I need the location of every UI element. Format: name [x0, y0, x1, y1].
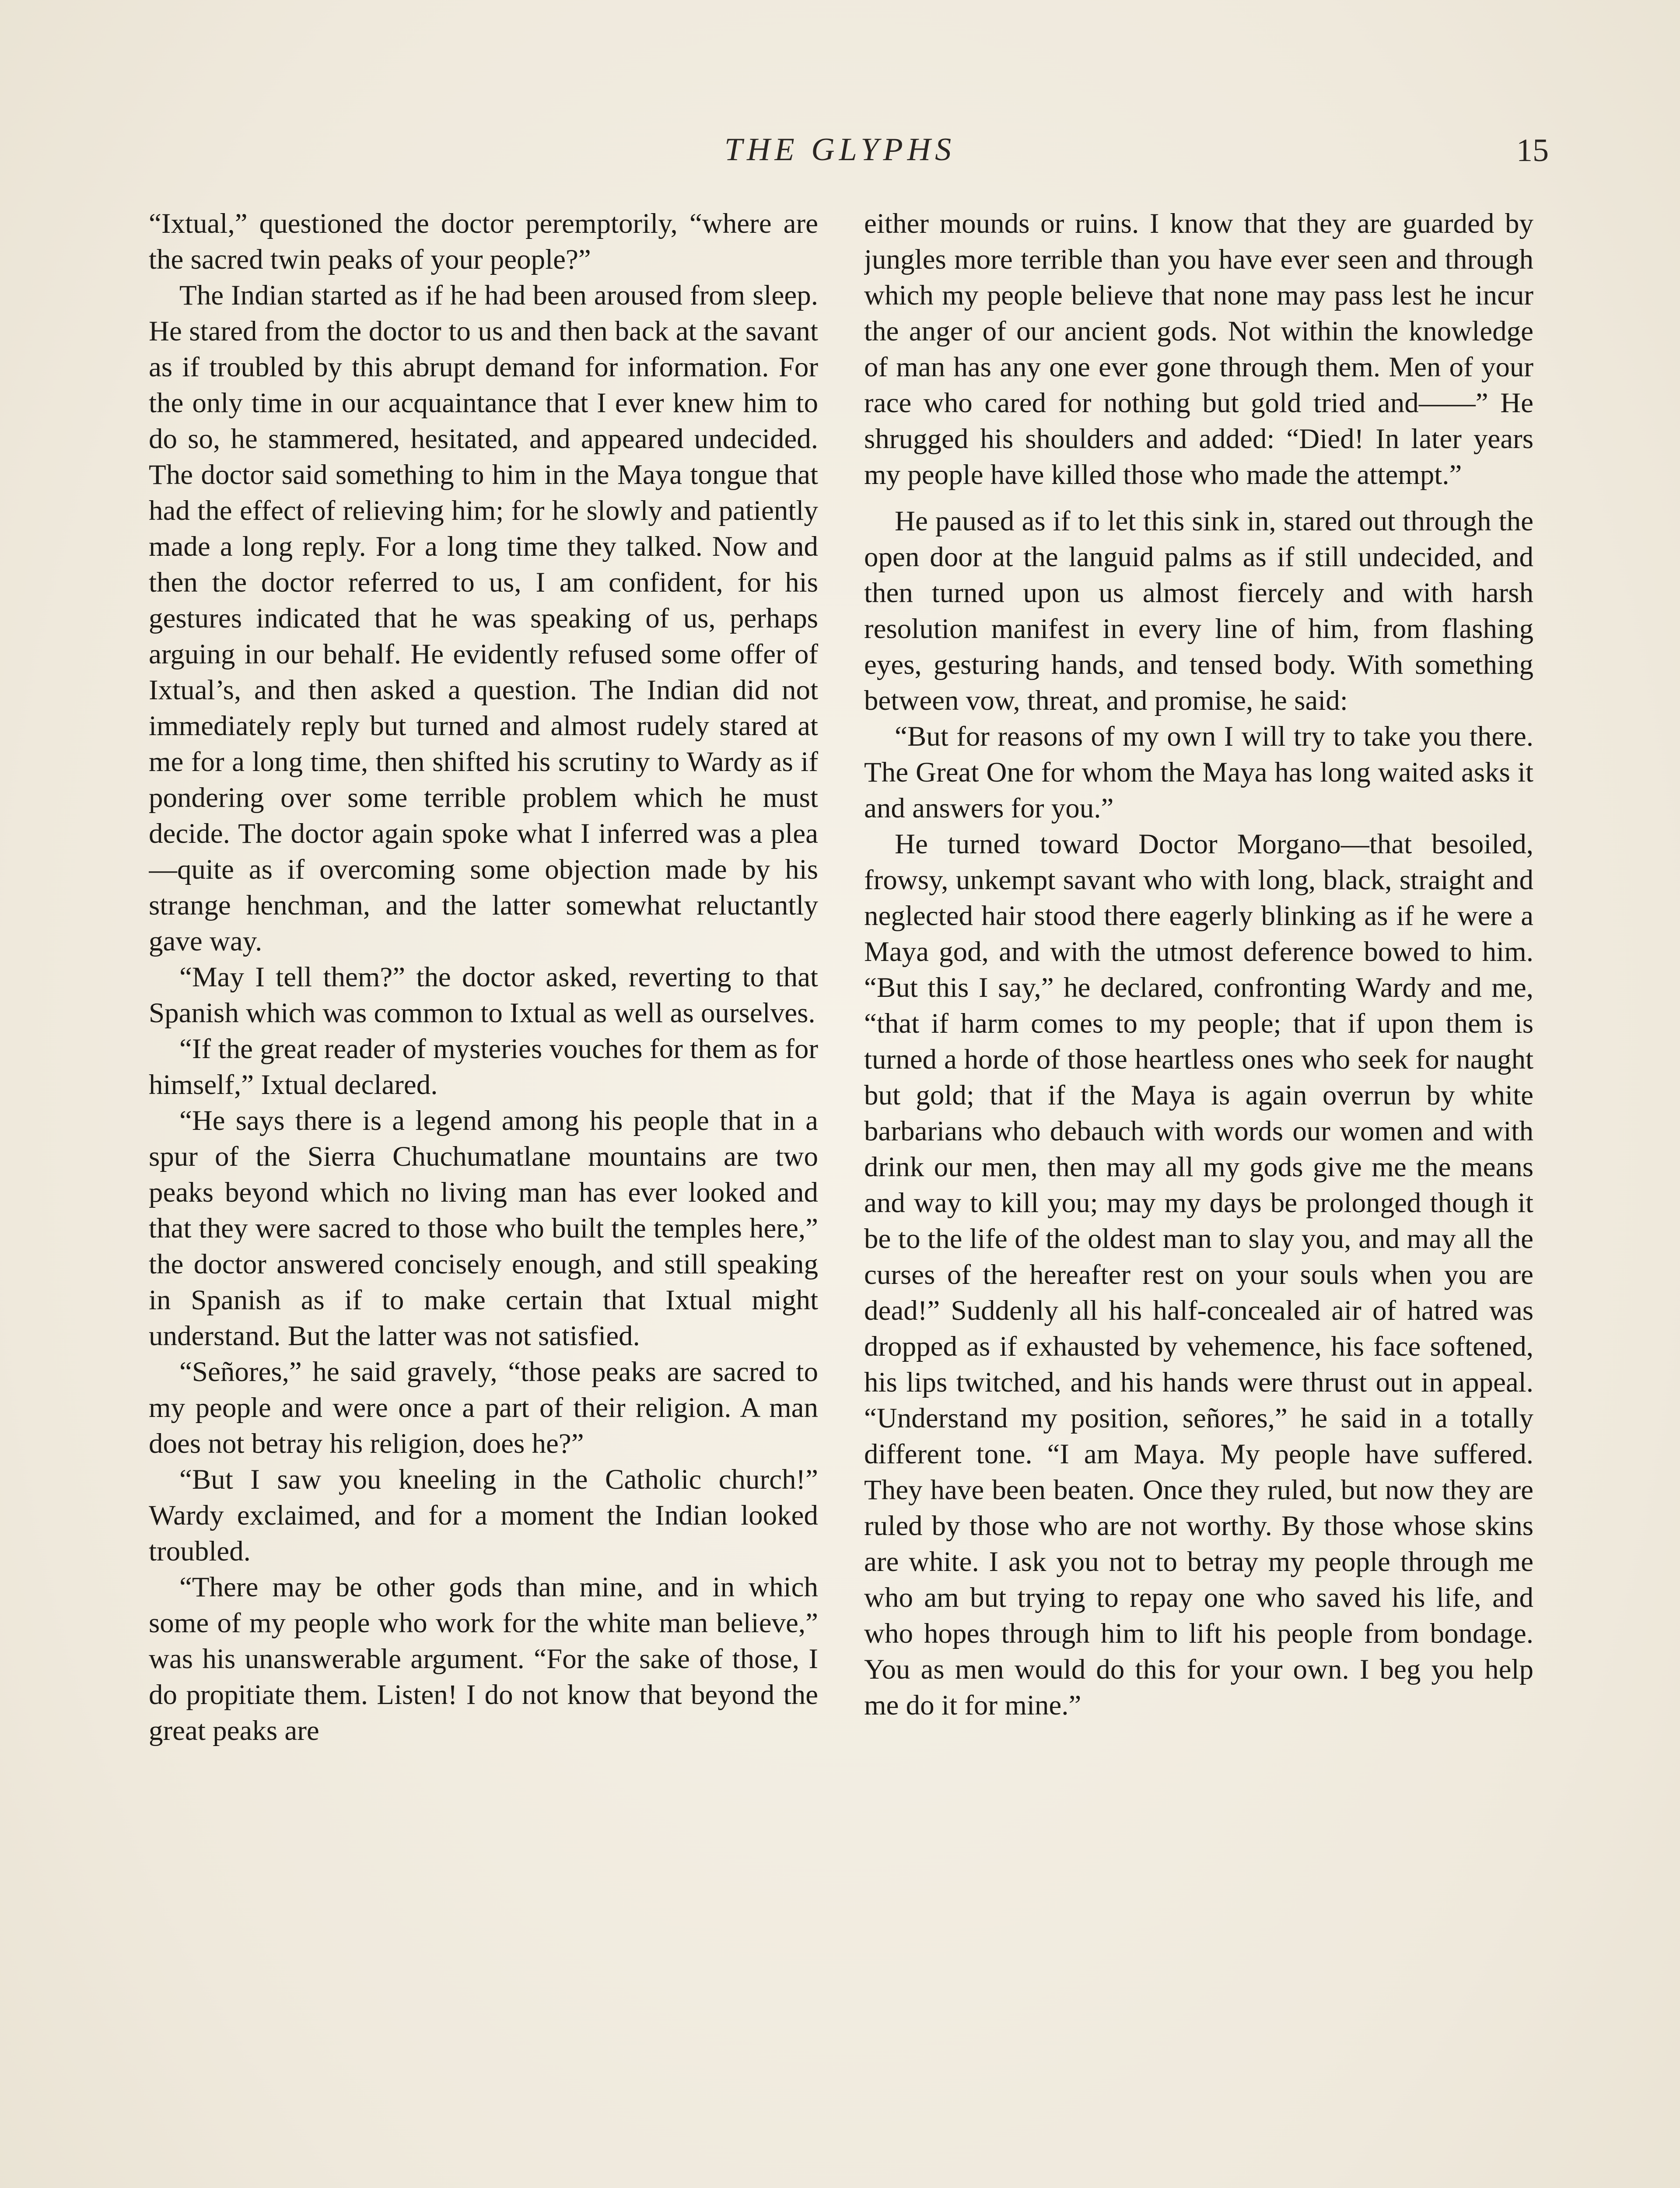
- paragraph: “If the great reader of mysteries vouches for them as for himself,” Ixtual declared.: [149, 1033, 818, 1101]
- paragraph: “Ixtual,” questioned the doctor peremptorily, “where are the sacred twin peaks of your people?”: [149, 208, 818, 275]
- paragraph: “But for reasons of my own I will try to take you there. The Great One for whom the Maya has long waited asks it and answers for you.”: [864, 721, 1533, 824]
- paragraph: “Señores,” he said gravely, “those peaks are sacred to my people and were once a part of their religion. A man does not betray his religion, does he?”: [149, 1356, 818, 1459]
- paragraph: The Indian started as if he had been aroused from sleep. He stared from the doctor to us and then back at the savant as if troubled by this abrupt demand for information. For the only time in our acquaintance that I ever knew him to do so, he stammered, hesitated, and appeared undecided. The doctor said something to him in the Maya tongue that had the effect of relieving him; for he slowly and patiently made a long reply. For a long time they talked. Now and then the doctor referred to us, I am confident, for his gestures indicated that he was speaking of us, perhaps arguing in our behalf. He evidently refused some offer of Ixtual’s, and then asked a question. The Indian did not immediately reply but turned and almost rudely stared at me for a long time, then shifted his scrutiny to Wardy as if pondering over some terrible problem which he must decide. The doctor again spoke what I inferred was a plea—quite as if overcoming some objection made by his strange henchman, and the latter somewhat reluctantly gave way.: [149, 280, 818, 957]
- paragraph: “May I tell them?” the doctor asked, reverting to that Spanish which was common to Ixtual as well as ourselves.: [149, 961, 818, 1029]
- paragraph: He paused as if to let this sink in, stared out through the open door at the languid palms as if still undecided, and then turned upon us almost fiercely and with harsh resolution manifest in every line of him, from flashing eyes, gesturing hands, and tensed body. With something between vow, threat, and promise, he said:: [864, 505, 1533, 716]
- running-title: THE GLYPHS: [724, 132, 956, 168]
- paragraph: “But I saw you kneeling in the Catholic church!” Wardy exclaimed, and for a moment the Indian looked troubled.: [149, 1464, 818, 1567]
- left-column: [149, 206, 818, 2188]
- paragraph: either mounds or ruins. I know that they are guarded by jungles more terrible than you have ever seen and through which my people believe that none may pass lest he incur the anger of our ancient gods. Not within the knowledge of man has any one ever gone through them. Men of your race who cared for nothing but gold tried and——” He shrugged his shoulders and added: “Died! In later years my people have killed those who made the attempt.”: [864, 208, 1533, 491]
- page-number: 15: [1516, 133, 1549, 168]
- right-column: [864, 206, 1533, 2188]
- paragraph: “There may be other gods than mine, and in which some of my people who work for the white man believe,” was his unanswerable argument. “For the sake of those, I do propitiate them. Listen! I do not know that beyond the great peaks are: [149, 1571, 818, 1746]
- paragraph: “He says there is a legend among his people that in a spur of the Sierra Chuchumatlane mountains are two peaks beyond which no living man has ever looked and that they were sacred to those who built the temples here,” the doctor answered concisely enough, and still speaking in Spanish as if to make certain that Ixtual might understand. But the latter was not satisfied.: [149, 1105, 818, 1352]
- paragraph: He turned toward Doctor Morgano—that besoiled, frowsy, unkempt savant who with long, black, straight and neglected hair stood there eagerly blinking as if he were a Maya god, and with the utmost deference bowed to him. “But this I say,” he declared, confronting Wardy and me, “that if harm comes to my people; that if upon them is turned a horde of those heartless ones who seek for naught but gold; that if the Maya is again overrun by white barbarians who debauch with words our women and with drink our men, then may all my gods give me the means and way to kill you; may my days be prolonged though it be to the life of the oldest man to slay you, and may all the curses of the hereafter rest on your souls when you are dead!” Suddenly all his half-concealed air of hatred was dropped as if exhausted by vehemence, his face softened, his lips twitched, and his hands were thrust out in appeal. “Understand my position, señores,” he said in a totally different tone. “I am Maya. My people have suffered. They have been beaten. Once they ruled, but now they are ruled by those who are not worthy. By those whose skins are white. I ask you not to betray my people through me who am but trying to repay one who saved his life, and who hopes through him to lift his people from bondage. You as men would do this for your own. I beg you help me do it for mine.”: [864, 828, 1533, 1721]
